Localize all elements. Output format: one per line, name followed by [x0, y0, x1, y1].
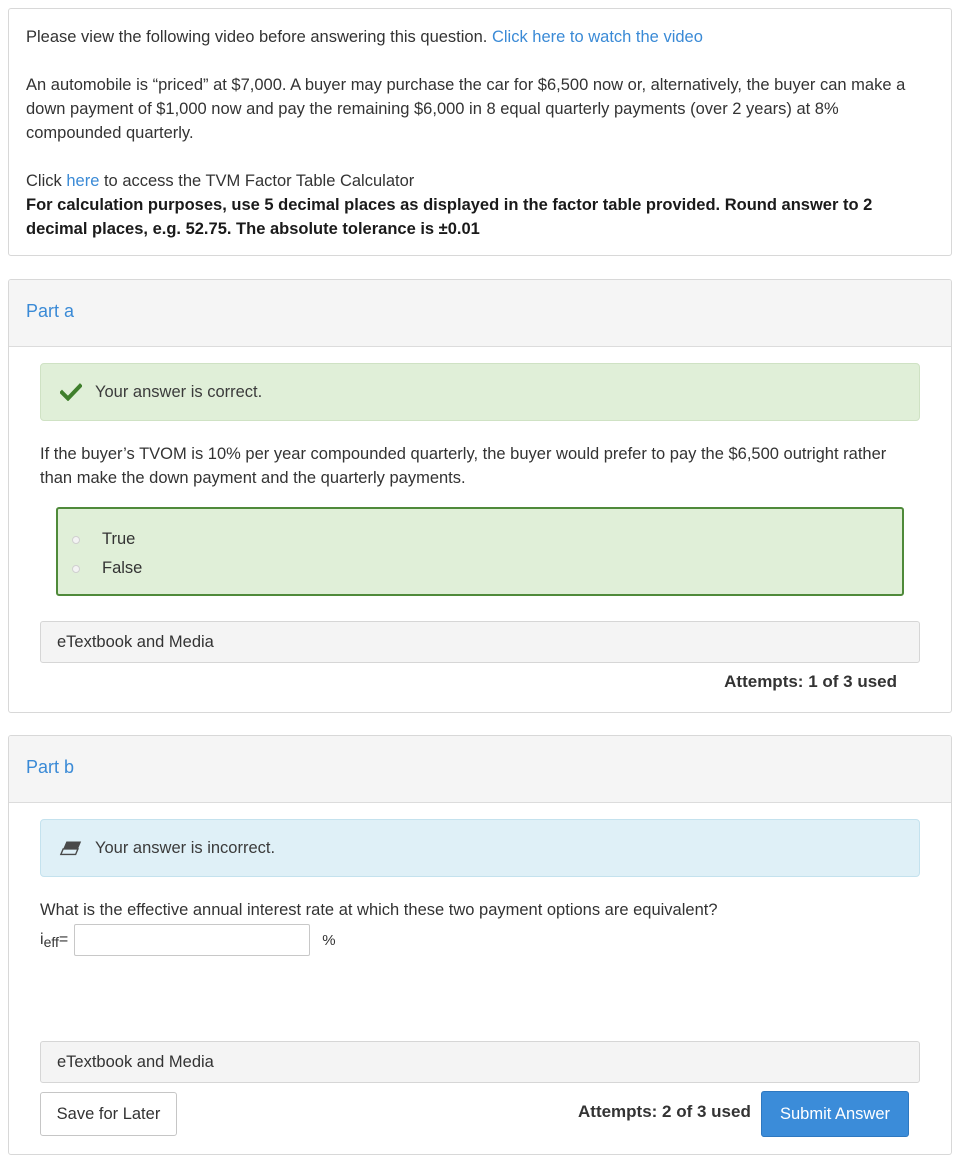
correct-feedback-banner	[40, 363, 920, 421]
part-b-question: What is the effective annual interest rate at which these two payment options are equivalent?	[40, 901, 718, 919]
eraser-icon	[59, 836, 83, 860]
true-false-choices	[56, 507, 904, 596]
option-true-label: True	[102, 530, 136, 548]
calculator-line	[26, 169, 934, 193]
part-a-title: Part a	[26, 301, 75, 321]
incorrect-feedback-banner	[40, 819, 920, 877]
option-false[interactable]	[70, 554, 902, 583]
part-b-title: Part b	[26, 757, 75, 777]
checkmark-icon	[59, 380, 83, 404]
part-a-card	[8, 279, 952, 713]
etextbook-media-bar[interactable]: eTextbook and Media	[40, 1041, 920, 1083]
part-a-header	[9, 280, 951, 347]
problem-statement: An automobile is “priced” at $7,000. A buyer may purchase the car for $6,500 now or, alternatively, the buyer can make a down payment of $1,000 now and pay the remaining $6,000 in 8 equal quarterly payments (over 2 years) at 8% compounded quarterly.	[26, 76, 906, 142]
watch-video-link[interactable]: Click here to watch the video	[491, 28, 703, 46]
radio-false[interactable]	[72, 565, 80, 573]
answer-row	[40, 924, 336, 956]
percent-unit: %	[322, 931, 336, 949]
feedback-text: Your answer is incorrect.	[95, 838, 276, 857]
tvm-calculator-link[interactable]: here	[66, 172, 100, 190]
question-card	[8, 8, 952, 256]
ieff-eq: =	[58, 930, 69, 948]
calc-suffix: to access the TVM Factor Table Calculator	[103, 172, 415, 190]
etextbook-media-bar[interactable]: eTextbook and Media	[40, 621, 920, 663]
calc-prefix: Click	[26, 172, 62, 190]
ieff-sub: eff	[43, 933, 59, 950]
part-a-question: If the buyer’s TVOM is 10% per year compounded quarterly, the buyer would prefer to pay the $6,500 outright rather than make the down payment and the quarterly payments.	[40, 445, 887, 487]
save-for-later-button[interactable]: Save for Later	[40, 1092, 177, 1136]
attempts-counter: Attempts: 2 of 3 used	[578, 1102, 751, 1121]
video-intro-text: Please view the following video before answering this question.	[26, 28, 488, 46]
part-b-header	[9, 736, 951, 803]
option-true[interactable]	[70, 525, 902, 554]
ieff-answer-input[interactable]	[74, 924, 310, 956]
ieff-main: i	[40, 930, 44, 948]
radio-true[interactable]	[72, 536, 80, 544]
video-instruction	[26, 25, 934, 49]
submit-answer-button[interactable]: Submit Answer	[761, 1091, 909, 1137]
part-b-card	[8, 735, 952, 1155]
feedback-text: Your answer is correct.	[95, 382, 263, 401]
option-false-label: False	[102, 559, 143, 577]
attempts-counter: Attempts: 1 of 3 used	[724, 672, 897, 691]
calculation-instructions: For calculation purposes, use 5 decimal places as displayed in the factor table provided. Round answer to 2 decimal places, e.g. 52.75. The absolute tolerance is ±0.01	[26, 196, 873, 238]
ieff-label	[40, 931, 68, 950]
